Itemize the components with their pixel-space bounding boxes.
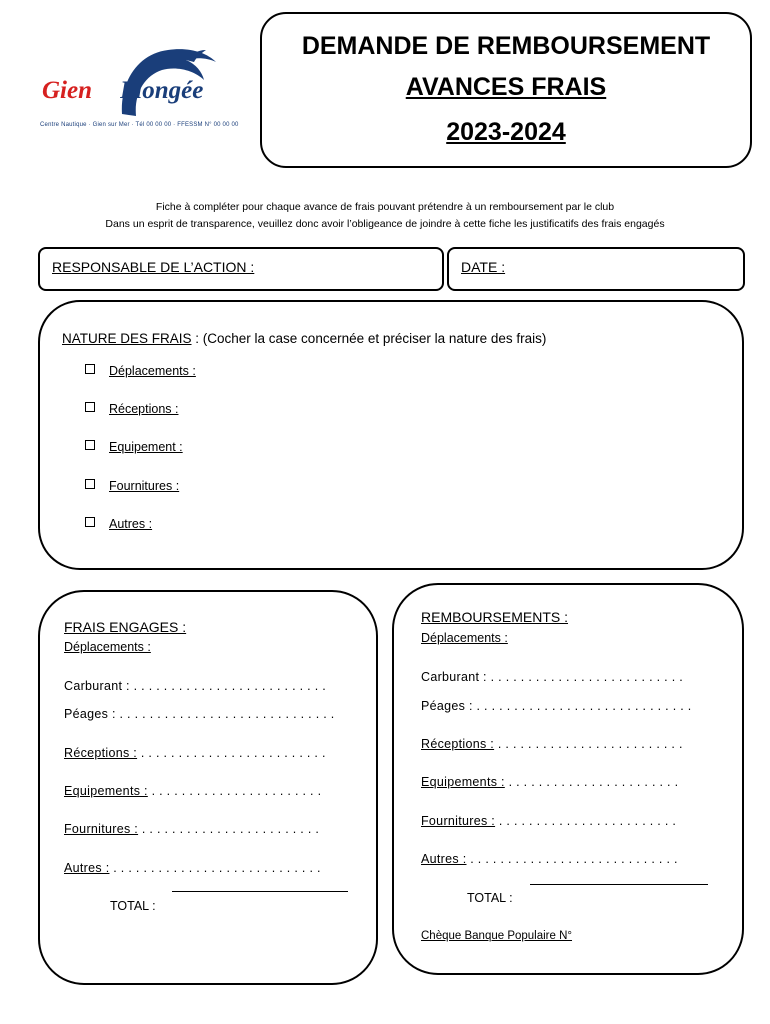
frais-title: FRAIS ENGAGES :	[64, 619, 187, 635]
remb-peages[interactable]: Péages : . . . . . . . . . . . . . . . . . . . . . . . . . . . . .	[421, 699, 692, 713]
remb-equipements[interactable]: Equipements : . . . . . . . . . . . . . . . . . . . . . . .	[421, 775, 679, 789]
checkbox[interactable]	[85, 440, 95, 450]
frais-autres[interactable]: Autres : . . . . . . . . . . . . . . . . . . . . . . . . . . . .	[64, 861, 321, 875]
frais-total: TOTAL :	[110, 899, 156, 913]
remb-fournitures[interactable]: Fournitures : . . . . . . . . . . . . . . . . . . . . . . . .	[421, 814, 677, 828]
intro-line-2: Dans un esprit de transparence, veuillez donc avoir l’obligeance de joindre à cette fiche les justificatifs des frais engagés	[105, 218, 665, 230]
nature-des-frais-section	[38, 300, 744, 570]
remb-total: TOTAL :	[467, 891, 513, 905]
checkbox[interactable]	[85, 364, 95, 374]
responsable-label: RESPONSABLE DE L’ACTION :	[52, 259, 255, 275]
checkbox[interactable]	[85, 517, 95, 527]
frais-equipements[interactable]: Equipements : . . . . . . . . . . . . . . . . . . . . . . .	[64, 784, 322, 798]
cheque-banque-populaire[interactable]: Chèque Banque Populaire N°	[421, 930, 573, 942]
option-label: Autres :	[109, 517, 153, 531]
option-label: Fournitures :	[109, 479, 180, 493]
svg-text:Gien: Gien	[42, 77, 92, 104]
option-label: Déplacements :	[109, 364, 196, 378]
remb-deplacements-label: Déplacements :	[421, 631, 508, 645]
intro-line-1: Fiche à compléter pour chaque avance de frais pouvant prétendre à un remboursement par le club	[155, 201, 615, 213]
option-receptions[interactable]	[85, 402, 178, 416]
frais-deplacements-label: Déplacements :	[64, 640, 151, 654]
frais-fournitures[interactable]: Fournitures : . . . . . . . . . . . . . . . . . . . . . . . .	[64, 822, 320, 836]
checkbox[interactable]	[85, 479, 95, 489]
frais-engages-section	[38, 590, 378, 985]
title-line-1: DEMANDE DE REMBOURSEMENT	[301, 32, 711, 60]
svg-text:Plongée: Plongée	[120, 77, 204, 104]
remb-carburant[interactable]: Carburant : . . . . . . . . . . . . . . . . . . . . . . . . . .	[421, 670, 684, 684]
remboursements-section	[392, 583, 744, 975]
remb-title: REMBOURSEMENTS :	[421, 609, 569, 625]
option-label: Réceptions :	[109, 402, 179, 416]
remb-total-rule	[530, 884, 708, 885]
remb-receptions[interactable]: Réceptions : . . . . . . . . . . . . . . . . . . . . . . . . .	[421, 737, 683, 751]
option-equipement[interactable]	[85, 440, 183, 454]
checkbox[interactable]	[85, 402, 95, 412]
logo-tagline: Centre Nautique · Gien sur Mer · Tél 00 00 00 · FFESSM N° 00 00 00	[40, 122, 239, 128]
frais-total-rule	[172, 891, 348, 892]
option-fournitures[interactable]	[85, 479, 179, 493]
remb-autres[interactable]: Autres : . . . . . . . . . . . . . . . . . . . . . . . . . . . .	[421, 852, 678, 866]
option-autres[interactable]	[85, 517, 152, 531]
responsable-field[interactable]	[38, 247, 444, 291]
option-deplacements[interactable]	[85, 364, 196, 378]
frais-receptions[interactable]: Réceptions : . . . . . . . . . . . . . . . . . . . . . . . . .	[64, 746, 326, 760]
frais-peages[interactable]: Péages : . . . . . . . . . . . . . . . . . . . . . . . . . . . . .	[64, 707, 335, 721]
date-field[interactable]	[447, 247, 745, 291]
nature-heading: NATURE DES FRAIS : (Cocher la case concernée et préciser la nature des frais)	[62, 331, 547, 346]
title-year: 2023-2024	[446, 118, 566, 146]
title-box	[260, 12, 752, 168]
date-label: DATE :	[461, 259, 506, 275]
option-label: Equipement :	[109, 440, 183, 454]
title-line-2: AVANCES FRAIS	[405, 73, 607, 101]
frais-carburant[interactable]: Carburant : . . . . . . . . . . . . . . . . . . . . . . . . . .	[64, 679, 327, 693]
